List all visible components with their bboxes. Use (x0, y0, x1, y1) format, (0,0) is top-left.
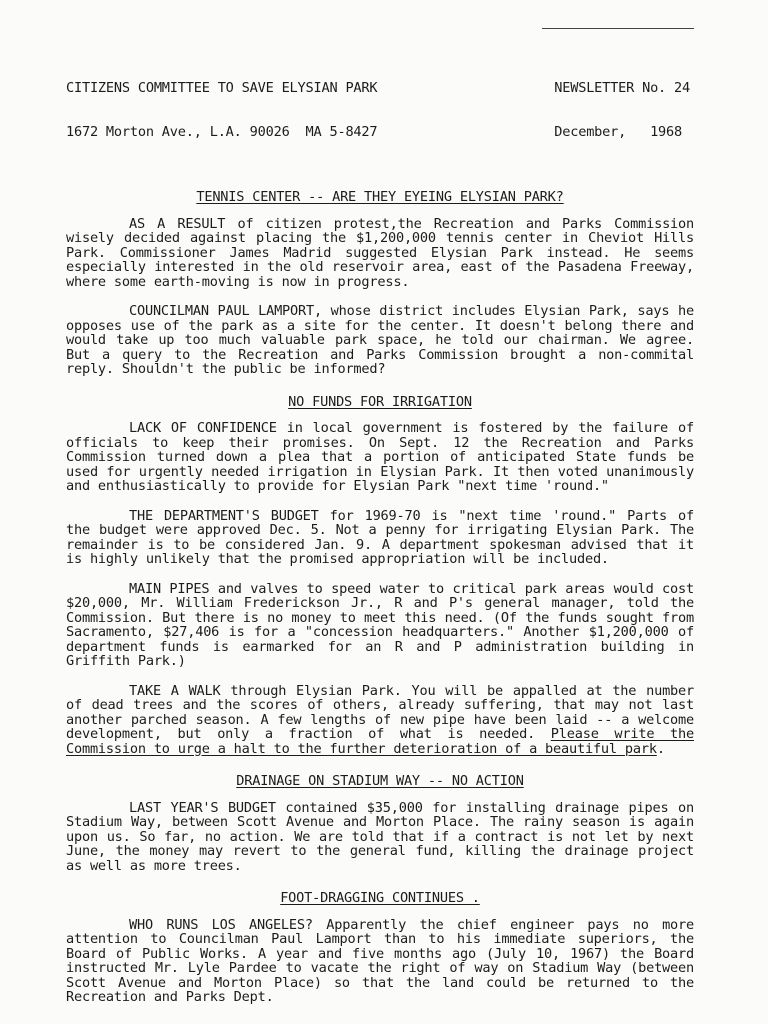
org-block (66, 52, 377, 168)
irrigation-paragraph-2: THE DEPARTMENT'S BUDGET for 1969-70 is "next time 'round." Parts of the budget were approved Dec. 5. Not a penny for irrigating Elysian Park. The remainder is to be considered Jan. 9. A department spokesman advised that it is highly unlikely that the promised appropriation will be included. (66, 507, 694, 567)
irrigation-paragraph-4 (66, 684, 694, 757)
issue-date: December, 1968 (554, 123, 683, 140)
newsletter-number: NEWSLETTER No. 24 (554, 80, 690, 96)
section-heading-tennis: TENNIS CENTER -- ARE THEY EYEING ELYSIAN PARK? (196, 189, 564, 205)
issue-block (554, 52, 694, 168)
footdragging-paragraph-1: WHO RUNS LOS ANGELES? Apparently the chief engineer pays no more attention to Councilman Paul Lamport than to his immediate superiors, the Board of Public Works. A year and five months ago (July 10, 1967) the Board instructed Mr. Lyle Pardee to vacate the right of way on Stadium Way (between Scott Avenue and Morton Place) so that the land could be returned to the Recreation and Parks Dept. (66, 916, 694, 1005)
section-heading-irrigation: NO FUNDS FOR IRRIGATION (288, 393, 472, 410)
tennis-paragraph-2: COUNCILMAN PAUL LAMPORT, whose district includes Elysian Park, says he opposes use of the park as a site for the center. It doesn't belong there and would take up too much valuable park space, he told our chairman. We agree. But a query to the Recreation and Parks Commission brought a non-commital reply. Shouldn't the public be informed? (66, 303, 694, 377)
section-heading-drainage: DRAINAGE ON STADIUM WAY -- NO ACTION (236, 773, 524, 789)
org-name: CITIZENS COMMITTEE TO SAVE ELYSIAN PARK (66, 80, 378, 96)
org-address: 1672 Morton Ave., L.A. 90026 MA 5-8427 (66, 123, 378, 140)
call-to-action-period: . (656, 740, 665, 757)
call-to-action: Please write the Commission to urge a halt to the further deterioration of a beautiful park (66, 726, 694, 757)
newsletter-header (66, 52, 694, 168)
section-heading-footdragging: FOOT-DRAGGING CONTINUES . (280, 890, 480, 906)
irrigation-paragraph-3: MAIN PIPES and valves to speed water to critical park areas would cost $20,000, Mr. William Frederickson Jr., R and P's general manager, told the Commission. But there is no money to meet this need. (Of the funds sought from Sacramento, $27,406 is for a "concession headquarters." Another $1,200,000 of department funds is earmarked for an R and P administration building in Griffith Park.) (66, 580, 694, 669)
irrigation-paragraph-1: LACK OF CONFIDENCE in local government is fostered by the failure of officials to keep their promises. On Sept. 12 the Recreation and Parks Commission turned down a plea that a portion of anticipated State funds be used for urgently needed irrigation in Elysian Park. It then voted unanimously and enthusiastically to provide for Elysian Park "next time 'round." (66, 420, 694, 494)
top-rule (542, 28, 694, 29)
drainage-paragraph-1: LAST YEAR'S BUDGET contained $35,000 for installing drainage pipes on Stadium Way, between Scott Avenue and Morton Place. The rainy season is again upon us. So far, no action. We are told that if a contract is not let by next June, the money may revert to the general fund, killing the drainage project as well as more trees. (66, 799, 694, 874)
irrigation-paragraph-4-text: TAKE A WALK through Elysian Park. You will be appalled at the number of dead trees and the scores of others, already suffering, that may not last another parched season. A few lengths of new pipe have been laid -- a welcome development, but only a fraction of what is needed. (66, 682, 694, 742)
tennis-paragraph-1: AS A RESULT of citizen protest,the Recreation and Parks Commission wisely decided against placing the $1,200,000 tennis center in Cheviot Hills Park. Commissioner James Madrid suggested Elysian Park instead. He seems especially interested in the old reservoir area, east of the Pasadena Freeway, where some earth-moving is now in progress. (66, 215, 694, 290)
